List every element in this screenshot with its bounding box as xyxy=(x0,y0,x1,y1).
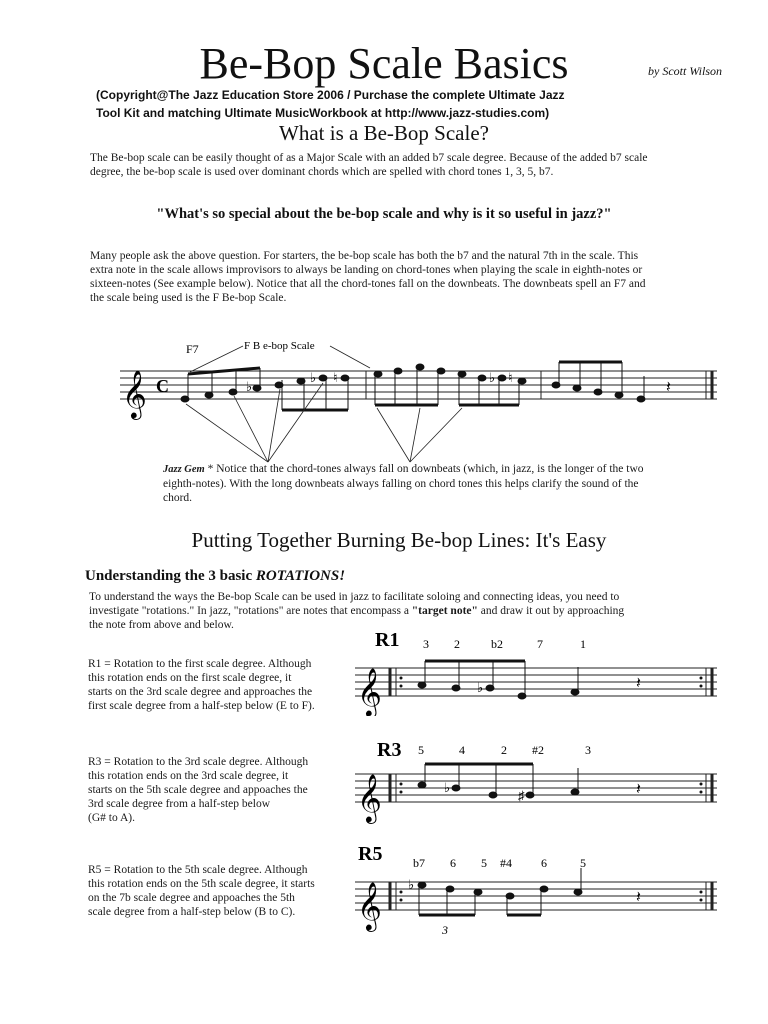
flat-sign: ♭ xyxy=(477,680,484,695)
jazz-gem-line: * Notice that the chord-tones always fall on downbeats (which, in jazz, is the longer of the two xyxy=(204,463,644,475)
svg-text:3: 3 xyxy=(423,637,429,651)
jazz-gem-line: eighth-notes). With the long downbeats always falling on chord tones this helps clarify the sound of the xyxy=(163,478,639,490)
svg-text:#4: #4 xyxy=(500,856,512,870)
svg-text:1: 1 xyxy=(580,637,586,651)
rotation-label: R1 xyxy=(375,629,400,651)
page-title: Be-Bop Scale Basics xyxy=(199,39,569,88)
section-heading-burning-lines: Putting Together Burning Be-bop Lines: It's Easy xyxy=(191,528,607,552)
subheading-text: Understanding the 3 basic xyxy=(85,568,256,584)
triplet-marker: 3 xyxy=(442,923,448,937)
svg-text:4: 4 xyxy=(459,743,465,757)
quarter-rest: 𝄽 xyxy=(636,781,641,798)
treble-clef: 𝄞 xyxy=(357,670,382,716)
answer-line: the scale being used is the F Be-bop Scale. xyxy=(90,292,287,304)
intro-line: The Be-bop scale can be easily thought of as a Major Scale with an added b7 scale degree. Because of the added b7 scale xyxy=(90,152,648,164)
author-byline: by Scott Wilson xyxy=(648,64,722,78)
natural-sign: ♮ xyxy=(508,370,513,385)
time-signature: C xyxy=(156,376,169,396)
rotations-intro-line: the note from above and below. xyxy=(89,619,234,631)
flat-sign: ♭ xyxy=(408,877,415,892)
sharp-sign: ♯ xyxy=(518,788,525,803)
svg-text:7: 7 xyxy=(537,637,543,651)
flat-sign: ♭ xyxy=(444,780,451,795)
quarter-rest: 𝄽 xyxy=(636,675,641,692)
svg-text:5: 5 xyxy=(418,743,424,757)
rotation-r5-description: R5 = Rotation to the 5th scale degree. Although this rotation ends on the 5th scale degree, it starts on the 7b scale degree and appoaches the 5th scale degree from a half-step below (B to C). xyxy=(88,864,315,918)
rotations-intro-line: investigate "rotations." In jazz, "rotations" are notes that encompass a "target note" and draw it out by approaching xyxy=(89,605,625,617)
rotations-intro-line: To understand the ways the Be-bop Scale can be used in jazz to facilitate soloing and connecting ideas, you need to xyxy=(89,591,620,603)
flat-sign: ♭ xyxy=(489,370,496,385)
treble-clef: 𝄞 xyxy=(122,372,147,418)
flat-sign: ♭ xyxy=(246,379,253,394)
bebop-scale-staff xyxy=(0,330,768,470)
svg-text:2: 2 xyxy=(501,743,507,757)
svg-text:6: 6 xyxy=(450,856,456,870)
copyright-line-2: Tool Kit and matching Ultimate MusicWorkbook at http://www.jazz-studies.com) xyxy=(96,106,550,120)
rotation-r1-description: R1 = Rotation to the first scale degree. Although this rotation ends on the first scale degree, it starts on the 3rd scale degree and approaches the first scale degree from a half-step below (E to F). xyxy=(88,658,315,712)
intro-line: degree, the be-bop scale is used over dominant chords which are spelled with chord tones 1, 3, 5, b7. xyxy=(90,166,554,178)
rotation-r1-staff xyxy=(0,626,768,716)
answer-line: extra note in the scale allows improvisors to always be landing on chord-tones when playing the scale in eighth-notes or xyxy=(90,264,643,276)
copyright-notice xyxy=(96,86,696,122)
copyright-line-1: (Copyright@The Jazz Education Store 2006 / Purchase the complete Ultimate Jazz xyxy=(96,88,565,102)
svg-text:b7: b7 xyxy=(413,856,425,870)
answer-line: sixteen-notes (See example below). Notice that all the chord-tones fall on the downbeats. The downbeats spell an F7 and xyxy=(90,278,646,290)
svg-text:2: 2 xyxy=(454,637,460,651)
flat-sign: ♭ xyxy=(310,370,317,385)
jazz-gem-note xyxy=(163,462,703,505)
question-heading: "What's so special about the be-bop scale and why is it so useful in jazz?" xyxy=(156,206,612,222)
rotation-label: R5 xyxy=(358,843,383,865)
treble-clef: 𝄞 xyxy=(357,776,382,822)
quarter-rest: 𝄽 xyxy=(666,379,671,396)
svg-text:5: 5 xyxy=(481,856,487,870)
scale-label: F B e-bop Scale xyxy=(244,340,315,352)
rotations-subheading xyxy=(85,568,345,585)
svg-text:b2: b2 xyxy=(491,637,503,651)
chord-symbol: F7 xyxy=(186,342,199,356)
answer-paragraph xyxy=(90,249,730,305)
intro-paragraph xyxy=(90,151,730,179)
quarter-rest: 𝄽 xyxy=(636,889,641,906)
answer-line: Many people ask the above question. For starters, the be-bop scale has both the b7 and the natural 7th in the scale. This xyxy=(90,250,639,262)
rotation-r3-description: R3 = Rotation to the 3rd scale degree. Although this rotation ends on the 3rd scale degree, it starts on the 5th scale degree and appoaches the 3rd scale degree from a half-step below (G# to A). xyxy=(88,756,309,824)
rotation-r3-staff xyxy=(0,736,768,826)
svg-text:6: 6 xyxy=(541,856,547,870)
rotation-r5-staff xyxy=(0,842,768,942)
svg-text:3: 3 xyxy=(585,743,591,757)
jazz-gem-label: Jazz Gem xyxy=(163,464,205,475)
svg-text:#2: #2 xyxy=(532,743,544,757)
subheading-emphasis: ROTATIONS! xyxy=(255,568,346,584)
treble-clef: 𝄞 xyxy=(357,884,382,930)
svg-text:5: 5 xyxy=(580,856,586,870)
section-heading-what-is: What is a Be-Bop Scale? xyxy=(279,121,489,145)
natural-sign: ♮ xyxy=(333,370,338,385)
rotation-label: R3 xyxy=(377,739,402,761)
jazz-gem-line: chord. xyxy=(163,492,193,504)
